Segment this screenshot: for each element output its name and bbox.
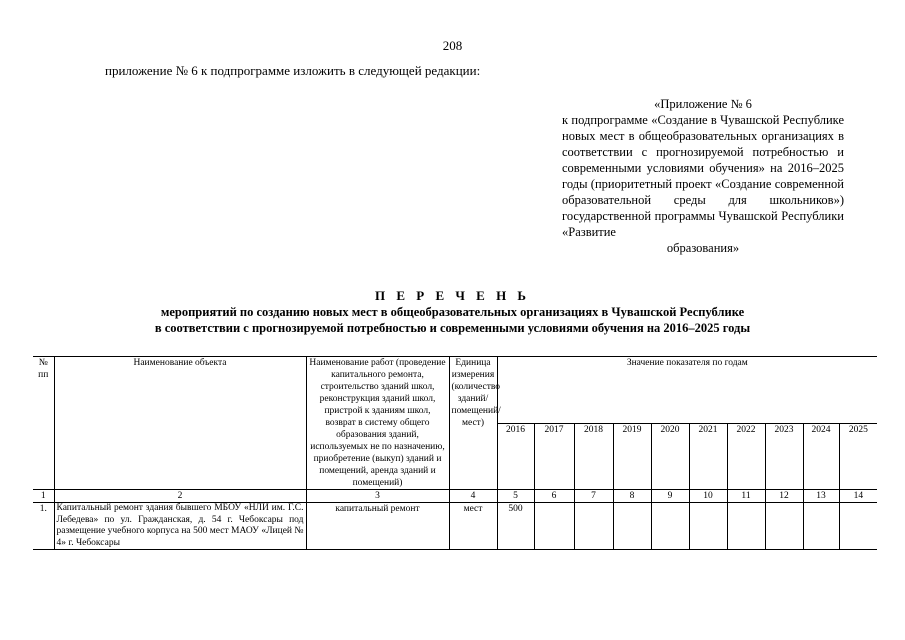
header-year: 2019 [613, 423, 651, 490]
header-year: 2022 [727, 423, 765, 490]
header-year: 2017 [534, 423, 574, 490]
appendix-title: «Приложение № 6 [654, 97, 752, 111]
column-numbers-row [33, 490, 877, 503]
row-value-2017 [534, 503, 574, 550]
header-unit: Единица измерения (количество зданий/ помещений/ мест) [449, 357, 497, 490]
header-values-group: Значение показателя по годам [497, 357, 877, 424]
document-heading [0, 287, 905, 336]
header-year: 2025 [839, 423, 877, 490]
row-works: капитальный ремонт [306, 503, 449, 550]
row-num: 1. [33, 503, 54, 550]
header-year: 2023 [765, 423, 803, 490]
row-value-2021 [689, 503, 727, 550]
row-value-2022 [727, 503, 765, 550]
row-value-2024 [803, 503, 839, 550]
header-object: Наименование объекта [54, 357, 306, 490]
column-number: 7 [574, 490, 613, 503]
measures-table [33, 356, 877, 550]
row-value-2020 [651, 503, 689, 550]
table-row [33, 503, 877, 550]
heading-line-2: в соответствии с прогнозируемой потребностью и современными условиями обучения на 2016–2025 годы [154, 321, 751, 335]
column-number: 14 [839, 490, 877, 503]
intro-text: приложение № 6 к подпрограмме изложить в следующей редакции: [105, 63, 481, 78]
column-number: 1 [33, 490, 54, 503]
column-number: 10 [689, 490, 727, 503]
header-num: № пп [33, 357, 54, 490]
column-number: 2 [54, 490, 306, 503]
page-number: 208 [442, 38, 463, 53]
column-number: 13 [803, 490, 839, 503]
header-year: 2020 [651, 423, 689, 490]
column-number: 5 [497, 490, 534, 503]
row-unit: мест [449, 503, 497, 550]
row-value-2016: 500 [497, 503, 534, 550]
appendix-last-line: образования» [666, 241, 740, 255]
column-number: 8 [613, 490, 651, 503]
appendix-body: к подпрограмме «Создание в Чувашской Республике новых мест в общеобразовательных организациях в соответствии с прогнозируемой потребностью и современными условиями обучения» на 2016–2025 годы (приоритетный проект «Создание современной образовательной среды для школьников») государственной программы Чувашской Республики «Развитие [562, 113, 844, 239]
row-value-2023 [765, 503, 803, 550]
column-number: 11 [727, 490, 765, 503]
header-works: Наименование работ (проведение капитального ремонта, строительство зданий школ, реконструкция зданий школ, пристрой к зданиям школ, возврат в систему общего образования зданий, используемых не по назначению, приобретение (выкуп) зданий и помещений, аренда зданий и помещений) [306, 357, 449, 490]
row-value-2018 [574, 503, 613, 550]
appendix-block [562, 96, 844, 256]
heading-title: П Е Р Е Ч Е Н Ь [374, 288, 531, 303]
header-year: 2024 [803, 423, 839, 490]
header-year: 2018 [574, 423, 613, 490]
header-year: 2016 [497, 423, 534, 490]
header-year: 2021 [689, 423, 727, 490]
row-object: Капитальный ремонт здания бывшего МБОУ «НЛИ им. Г.С. Лебедева» по ул. Гражданская, д. 54 г. Чебоксары под размещение учебного корпуса на 500 мест МАОУ «Лицей № 4» г. Чебоксары [54, 503, 306, 550]
column-number: 6 [534, 490, 574, 503]
row-value-2025 [839, 503, 877, 550]
column-number: 4 [449, 490, 497, 503]
column-number: 9 [651, 490, 689, 503]
column-number: 12 [765, 490, 803, 503]
column-number: 3 [306, 490, 449, 503]
heading-line-1: мероприятий по созданию новых мест в общеобразовательных организациях в Чувашской Республике [160, 305, 745, 319]
row-value-2019 [613, 503, 651, 550]
